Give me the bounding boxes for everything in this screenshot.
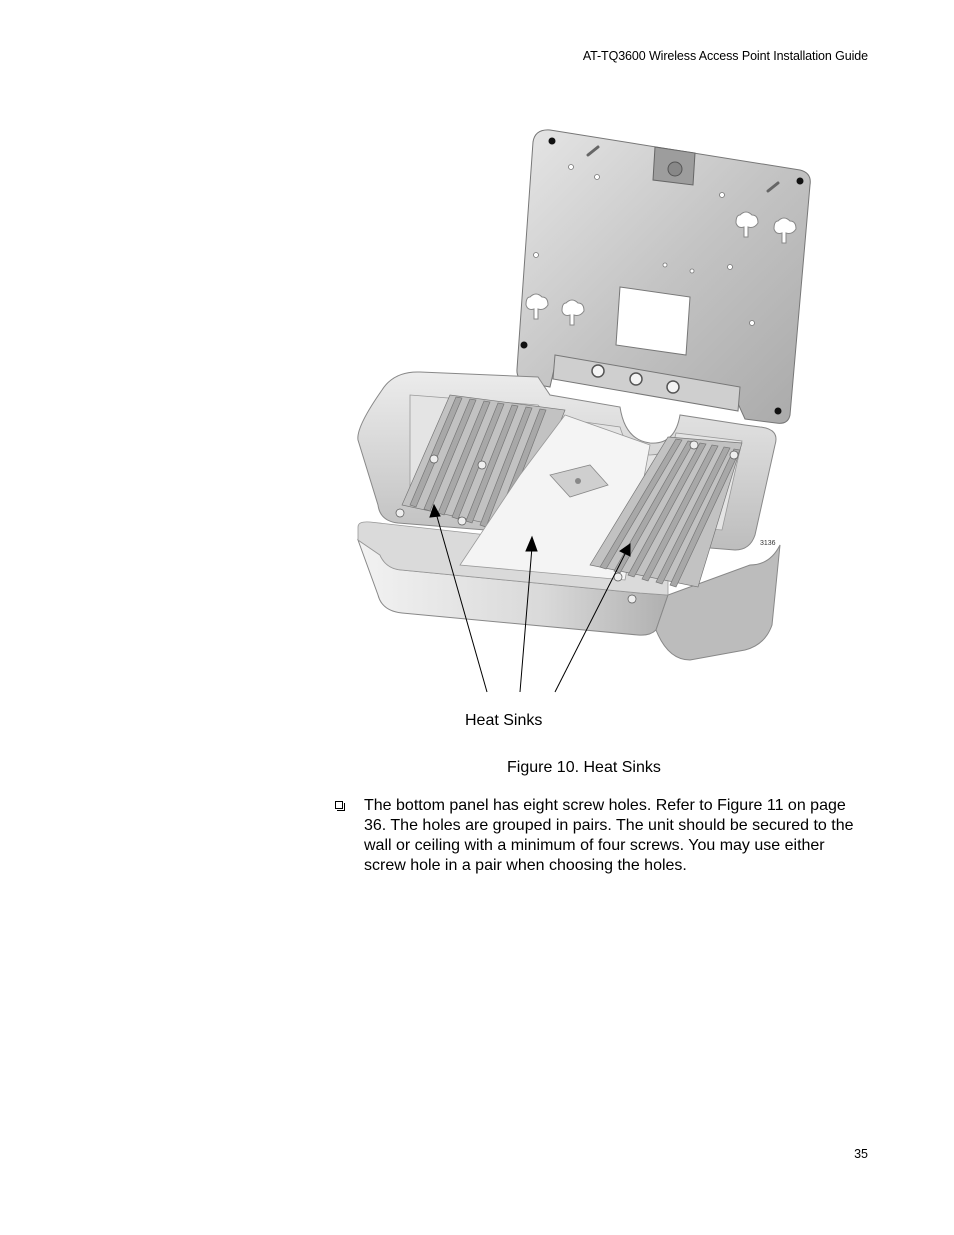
access-point-illustration xyxy=(350,125,820,700)
bullet-item xyxy=(335,796,865,876)
figure-part-number: 3136 xyxy=(760,540,776,547)
page-number: 35 xyxy=(854,1147,868,1161)
bullet-text: The bottom panel has eight screw holes. Refer to Figure 11 on page 36. The holes are grouped in pairs. The unit should be secured to the wall or ceiling with a minimum of four screws. You may use either screw hole in a pair when choosing the holes. xyxy=(364,797,854,874)
figure-caption: Figure 10. Heat Sinks xyxy=(507,759,661,776)
heat-sinks-callout: Heat Sinks xyxy=(465,712,543,729)
checkbox-bullet-icon xyxy=(335,801,343,809)
mounting-bracket xyxy=(517,130,810,423)
heat-sinks-figure xyxy=(350,125,820,700)
running-header: AT-TQ3600 Wireless Access Point Installation Guide xyxy=(582,49,868,63)
